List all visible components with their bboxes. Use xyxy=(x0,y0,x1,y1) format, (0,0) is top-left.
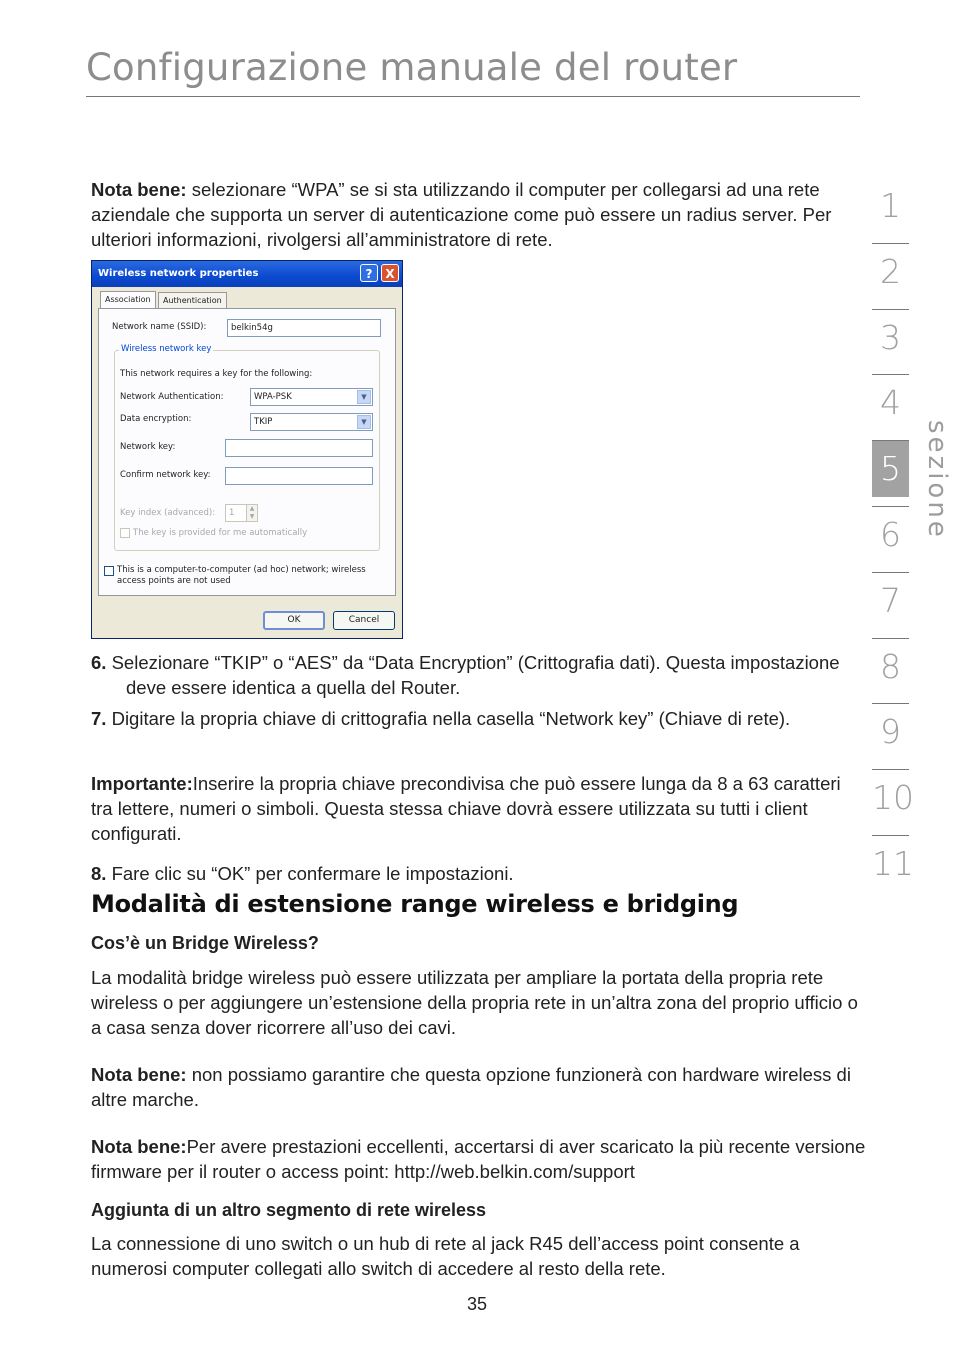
confirm-key-label: Confirm network key: xyxy=(120,470,211,480)
section-tab-6[interactable]: 6 xyxy=(872,507,909,573)
section-tab-5-active[interactable]: 5 xyxy=(872,441,909,507)
cancel-button[interactable]: Cancel xyxy=(333,611,395,630)
section-tab-8[interactable]: 8 xyxy=(872,639,909,705)
network-name-label: Network name (SSID): xyxy=(112,322,207,332)
encryption-select[interactable]: TKIP ▼ xyxy=(250,413,373,431)
section-tab-9[interactable]: 9 xyxy=(872,704,909,770)
section-heading: Modalità di estensione range wireless e bridging xyxy=(91,890,739,918)
spinner-icon[interactable]: ▲ ▼ xyxy=(246,504,258,522)
section-tab-1[interactable]: 1 xyxy=(872,178,909,244)
section-tab-10[interactable]: 10 xyxy=(872,770,909,836)
step-6: 6. Selezionare “TKIP” o “AES” da “Data Encryption” (Crittografia dati). Questa impostazione deve essere identica a quella del Router. xyxy=(91,652,840,698)
paragraph-bridge: La modalità bridge wireless può essere utilizzata per ampliare la portata della propria rete wireless o per aggiungere un’estensione della propria rete in un’altra zona del proprio ufficio o a casa senza dover ricorrere all’uso dei cavi. xyxy=(91,967,858,1038)
paragraph-segment: La connessione di uno switch o un hub di rete al jack R45 dell’access point consente a numerosi computer collegati allo switch di accedere al resto della rete. xyxy=(91,1233,800,1279)
adhoc-label-line1: This is a computer-to-computer (ad hoc) network; wireless xyxy=(117,565,366,575)
section-tab-4[interactable]: 4 xyxy=(872,375,909,441)
auto-key-checkbox[interactable] xyxy=(120,528,130,538)
section-tab-11[interactable]: 11 xyxy=(872,843,914,883)
chevron-down-icon[interactable]: ▼ xyxy=(357,415,371,429)
section-tab-3[interactable]: 3 xyxy=(872,310,909,376)
network-key-field[interactable] xyxy=(225,439,373,457)
note-hardware: Nota bene: non possiamo garantire che questa opzione funzionerà con hardware wireless di altre marche. xyxy=(91,1064,851,1110)
step-8: 8. Fare clic su “OK” per confermare le impostazioni. xyxy=(91,863,514,884)
help-icon[interactable]: ? xyxy=(360,264,378,282)
adhoc-label-line2: access points are not used xyxy=(117,576,231,586)
network-name-field[interactable]: belkin54g xyxy=(227,319,381,337)
auth-select[interactable]: WPA-PSK ▼ xyxy=(250,388,373,406)
close-icon[interactable]: X xyxy=(381,264,399,282)
wireless-key-group xyxy=(114,344,380,551)
key-index-label: Key index (advanced): xyxy=(120,508,216,518)
ok-button[interactable]: OK xyxy=(263,611,325,630)
encryption-label: Data encryption: xyxy=(120,414,192,424)
dialog-panel xyxy=(98,308,396,596)
section-label: sezione xyxy=(922,420,952,540)
tab-authentication[interactable]: Authentication xyxy=(158,292,227,308)
step-7: 7. Digitare la propria chiave di crittografia nella casella “Network key” (Chiave di rete). xyxy=(91,708,791,729)
important-note: Importante:Inserire la propria chiave precondivisa che può essere lunga da 8 a 63 caratteri tra lettere, numeri o simboli. Questa stessa chiave dovrà essere utilizzata su tutti i client configurati. xyxy=(91,773,841,844)
key-index-field[interactable]: 1 xyxy=(225,504,247,522)
group-title: Wireless network key xyxy=(121,344,212,354)
note-wpa: Nota bene: selezionare “WPA” se si sta utilizzando il computer per collegarsi ad una rete aziendale che supporta un server di autenticazione come può essere un radius server. Per ulteriori informazioni, rivolgersi all’amministratore di rete. xyxy=(91,179,832,250)
network-key-label: Network key: xyxy=(120,442,176,452)
section-tab-7[interactable]: 7 xyxy=(872,573,909,639)
section-tab-2[interactable]: 2 xyxy=(872,244,909,310)
requires-key-text: This network requires a key for the following: xyxy=(120,369,313,379)
auto-key-label: The key is provided for me automatically xyxy=(133,528,308,538)
note-firmware: Nota bene:Per avere prestazioni eccellenti, accertarsi di aver scaricato la più recente versione firmware per il router o access point: http://web.belkin.com/support xyxy=(91,1136,866,1182)
title-divider xyxy=(86,96,860,97)
subheading-segment: Aggiunta di un altro segmento di rete wireless xyxy=(91,1200,487,1220)
dialog-titlebar xyxy=(92,261,402,287)
wireless-properties-dialog xyxy=(91,260,403,639)
confirm-key-field[interactable] xyxy=(225,467,373,485)
chevron-down-icon[interactable]: ▼ xyxy=(357,390,371,404)
page-number: 35 xyxy=(466,1294,488,1314)
subheading-bridge: Cos’è un Bridge Wireless? xyxy=(91,933,319,953)
dialog-title: Wireless network properties xyxy=(98,268,259,279)
section-tabs xyxy=(872,178,914,902)
tab-association[interactable]: Association xyxy=(100,291,156,309)
page-title: Configurazione manuale del router xyxy=(86,46,738,89)
auth-label: Network Authentication: xyxy=(120,392,224,402)
adhoc-checkbox[interactable] xyxy=(104,566,114,576)
